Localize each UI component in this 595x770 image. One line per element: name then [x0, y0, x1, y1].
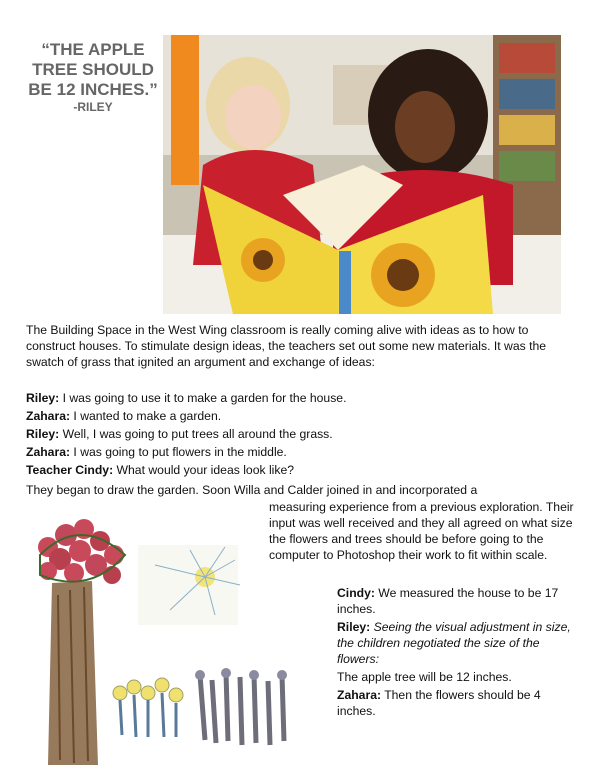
speaker-name: Riley: — [26, 391, 60, 405]
dialogue-text: We measured the house to be 17 inches. — [337, 586, 559, 616]
speaker-name: Riley: — [337, 620, 371, 634]
tree-canopy — [38, 519, 125, 584]
quote-attribution: -RILEY — [73, 100, 113, 114]
dialogue-text: Seeing the visual adjustment in size, the children negotiated the size of the flowers: — [337, 620, 571, 666]
dialogue-line: The apple tree will be 12 inches. — [337, 670, 512, 684]
narrative-paragraph: measuring experience from a previous exploration. Their input was well received and they all agreed on what size the flowers and trees should be before going to the computer to Photoshop their work to fit within scale. — [269, 500, 574, 562]
dialogue-block — [26, 390, 574, 480]
speaker-name: Cindy: — [337, 586, 375, 600]
intro-paragraph: The Building Space in the West Wing classroom is really coming alive with ideas as to how to construct houses. To stimulate design ideas, the teachers set out some new materials. It was the swatch of grass that ignited an argument and exchange of ideas: — [26, 323, 547, 369]
dialogue-text: Then the flowers should be 4 inches. — [337, 688, 541, 718]
dialogue-line — [337, 687, 582, 719]
sun-drawing — [138, 545, 240, 625]
flowers-drawing — [113, 668, 287, 745]
dialogue-text: I was going to put flowers in the middle. — [70, 445, 287, 459]
speaker-name: Zahara: — [337, 688, 382, 702]
children-drawings — [30, 515, 320, 765]
dialogue-line — [337, 619, 582, 667]
dialogue-text: I was going to use it to make a garden for the house. — [59, 391, 347, 405]
speaker-name: Zahara: — [26, 409, 71, 423]
classroom-photo — [163, 35, 561, 314]
dialogue-line — [337, 585, 582, 617]
pull-quote — [18, 40, 168, 114]
speaker-name: Zahara: — [26, 445, 71, 459]
quote-line: BE 12 INCHES.” — [28, 80, 158, 99]
dialogue-text: What would your ideas look like? — [113, 463, 295, 477]
dialogue-line — [26, 408, 574, 424]
speaker-name: Teacher Cindy: — [26, 463, 114, 477]
dialogue-text: Well, I was going to put trees all around the grass. — [59, 427, 333, 441]
dialogue-line — [26, 462, 574, 478]
speaker-name: Riley: — [26, 427, 60, 441]
quote-line: “THE APPLE — [41, 40, 145, 59]
dialogue-text: I wanted to make a garden. — [70, 409, 222, 423]
dialogue-block-2 — [337, 585, 582, 721]
dialogue-line — [26, 426, 574, 442]
dialogue-line — [26, 390, 574, 406]
quote-line: TREE SHOULD — [32, 60, 154, 79]
dialogue-line — [26, 444, 574, 460]
narrative-line: They began to draw the garden. Soon Willa and Calder joined in and incorporated a — [26, 483, 478, 497]
